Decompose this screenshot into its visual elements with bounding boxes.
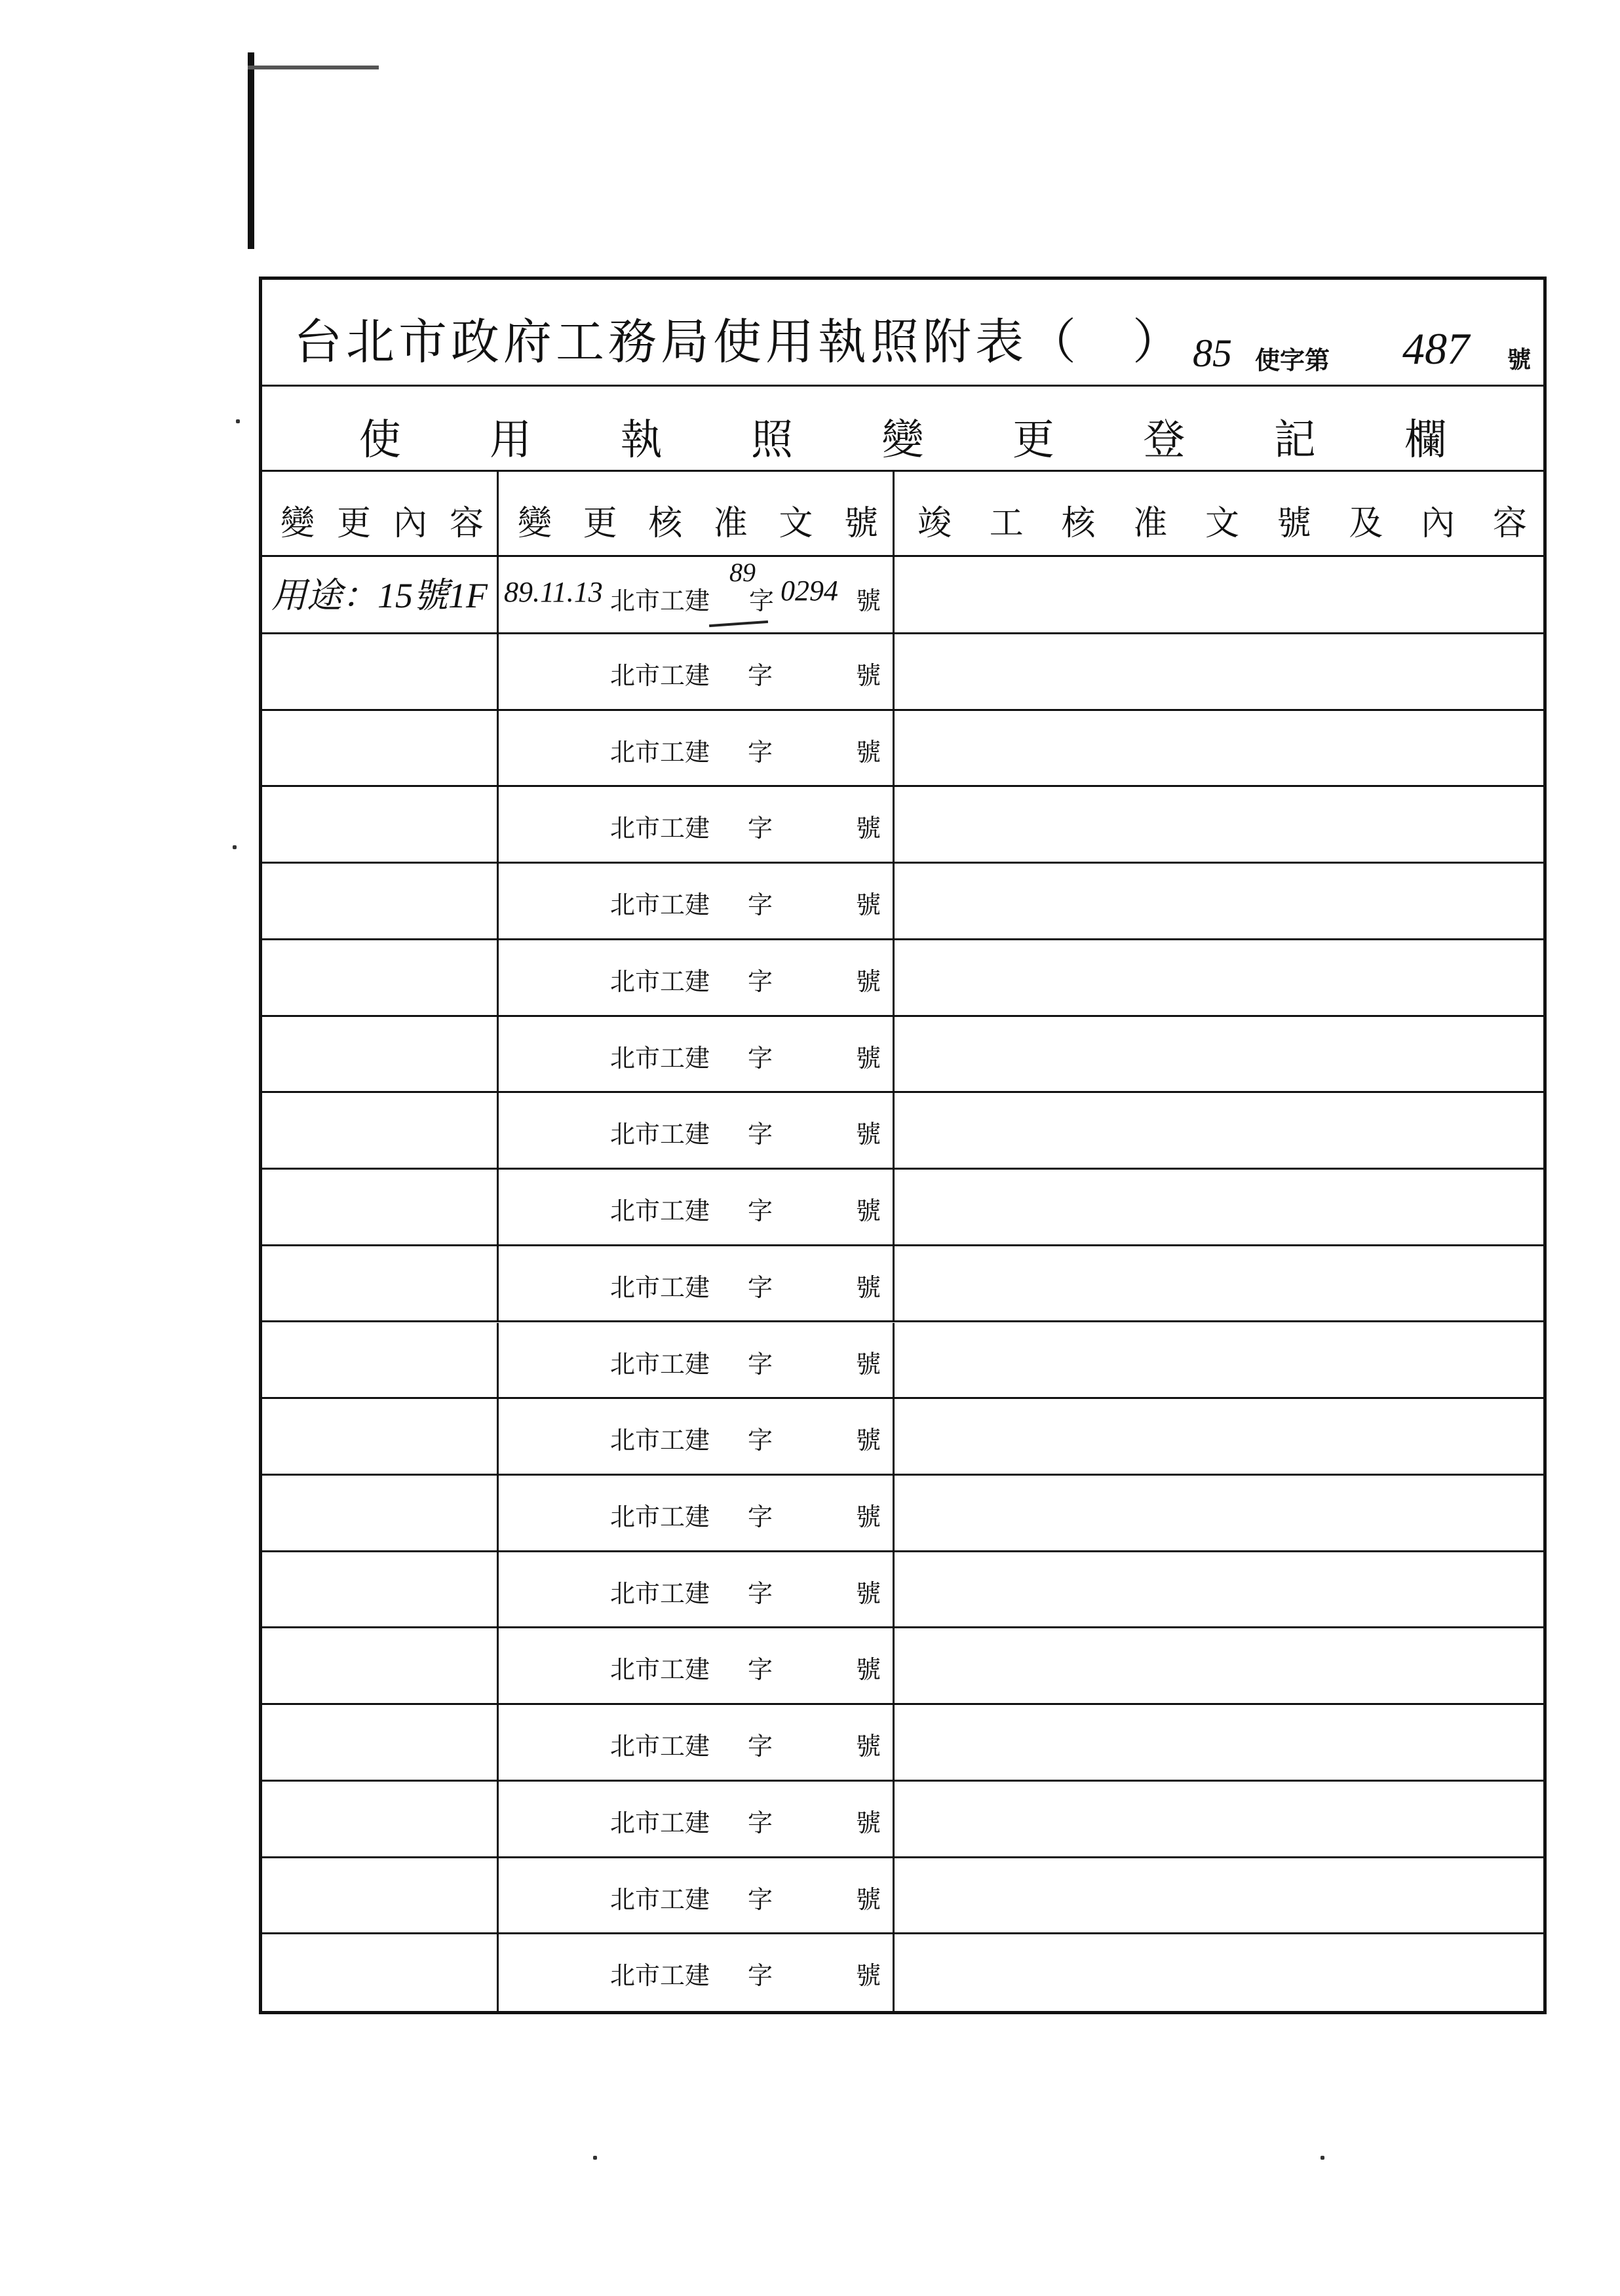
doc-prefix: 北市工建 <box>610 1349 710 1379</box>
header-char: 文 <box>779 504 813 543</box>
completion-cell <box>895 864 1543 938</box>
completion-cell <box>895 787 1543 862</box>
doc-hao: 號 <box>856 661 881 690</box>
header-char: 准 <box>1133 504 1168 543</box>
header-char: 變 <box>280 504 315 543</box>
doc-prefix: 北市工建 <box>610 1426 710 1455</box>
column-divider <box>893 472 895 555</box>
header-char: 更 <box>336 504 371 543</box>
change-content-cell <box>262 1552 497 1627</box>
doc-hao: 號 <box>856 890 881 920</box>
scan-speck <box>593 2156 597 2160</box>
completion-cell <box>895 940 1543 1015</box>
completion-cell <box>895 1323 1543 1398</box>
doc-prefix: 北市工建 <box>610 1578 710 1608</box>
band-char: 用 <box>490 416 532 465</box>
doc-zi: 字 <box>748 1885 773 1914</box>
band-char: 照 <box>751 416 794 465</box>
binder-top-mark <box>248 66 379 69</box>
change-content-cell <box>262 1323 497 1398</box>
approval-doc-cell <box>499 787 893 862</box>
doc-prefix: 北市工建 <box>610 1120 710 1149</box>
doc-hao: 號 <box>856 1578 881 1608</box>
change-content-cell <box>262 1858 497 1933</box>
doc-hao: 號 <box>856 966 881 996</box>
scan-speck <box>236 419 240 423</box>
doc-zi: 字 <box>748 1043 773 1073</box>
handwritten-doc-year: 89 <box>729 558 756 587</box>
table-row <box>262 1934 1543 2011</box>
approval-doc-cell <box>499 1246 893 1321</box>
change-content-cell <box>262 1017 497 1092</box>
approval-doc-cell <box>499 1705 893 1780</box>
table-row <box>262 634 1543 711</box>
scan-speck <box>233 845 237 849</box>
completion-cell <box>895 1782 1543 1856</box>
permit-number: 487 <box>1402 324 1469 373</box>
approval-doc-cell <box>499 1170 893 1244</box>
approval-doc-cell <box>499 1476 893 1550</box>
change-content-cell <box>262 1934 497 2011</box>
binder-mark <box>248 52 254 249</box>
completion-cell <box>895 557 1543 632</box>
band-char: 使 <box>358 416 401 465</box>
approval-doc-cell <box>499 1934 893 2011</box>
header-change-content <box>280 495 484 545</box>
doc-prefix: 北市工建 <box>610 966 710 996</box>
header-char: 號 <box>1277 504 1311 543</box>
table-row <box>262 1399 1543 1476</box>
signature-stamp-mark <box>708 601 768 627</box>
completion-cell <box>895 1093 1543 1168</box>
doc-hao: 號 <box>856 1043 881 1073</box>
doc-hao: 號 <box>856 1426 881 1455</box>
band-char: 記 <box>1273 416 1316 465</box>
approval-doc-cell <box>499 1399 893 1474</box>
doc-hao: 號 <box>856 1272 881 1302</box>
approval-doc-cell <box>499 1552 893 1627</box>
doc-prefix: 北市工建 <box>610 737 710 767</box>
band-char: 更 <box>1012 416 1054 465</box>
section-band-title <box>262 406 1543 467</box>
table-row <box>262 1628 1543 1705</box>
doc-zi: 字 <box>748 1502 773 1531</box>
doc-prefix: 北市工建 <box>610 890 710 920</box>
doc-hao: 號 <box>856 1732 881 1761</box>
header-char: 變 <box>518 504 552 543</box>
doc-hao: 號 <box>856 1655 881 1685</box>
doc-hao: 號 <box>856 1885 881 1914</box>
completion-cell <box>895 1628 1543 1703</box>
approval-doc-cell <box>499 557 893 632</box>
approval-doc-cell <box>499 1858 893 1933</box>
doc-zi: 字 <box>748 1120 773 1149</box>
scan-speck <box>1321 2156 1324 2160</box>
completion-cell <box>895 1934 1543 2011</box>
table-row <box>262 711 1543 788</box>
permit-label: 使字第 <box>1255 345 1330 375</box>
doc-hao: 號 <box>856 586 881 615</box>
change-content-cell <box>262 1705 497 1780</box>
doc-zi: 字 <box>748 1655 773 1685</box>
doc-prefix: 北市工建 <box>610 661 710 690</box>
approval-doc-cell <box>499 940 893 1015</box>
form-title-row <box>262 280 1543 387</box>
table-row <box>262 1552 1543 1629</box>
doc-hao: 號 <box>856 1808 881 1837</box>
doc-hao: 號 <box>856 1349 881 1379</box>
doc-hao: 號 <box>856 814 881 843</box>
header-char: 內 <box>1421 504 1456 543</box>
header-char: 更 <box>583 504 617 543</box>
header-char: 准 <box>713 504 748 543</box>
change-content-cell <box>262 1628 497 1703</box>
change-content-cell <box>262 1246 497 1321</box>
table-row <box>262 557 1543 634</box>
header-char: 文 <box>1205 504 1239 543</box>
table-row <box>262 864 1543 940</box>
doc-prefix: 北市工建 <box>610 1655 710 1685</box>
doc-prefix: 北市工建 <box>610 1043 710 1073</box>
handwritten-date: 89.11.13 <box>504 576 603 608</box>
doc-zi: 字 <box>748 661 773 690</box>
doc-zi: 字 <box>748 1426 773 1455</box>
approval-doc-cell <box>499 1093 893 1168</box>
header-char: 容 <box>449 504 484 543</box>
change-content-cell <box>262 940 497 1015</box>
change-content-cell <box>262 1093 497 1168</box>
approval-doc-cell <box>499 1628 893 1703</box>
table-row <box>262 1246 1543 1323</box>
header-char: 內 <box>393 504 427 543</box>
header-char: 容 <box>1492 504 1527 543</box>
band-char: 變 <box>881 416 924 465</box>
form-title: 台北市政府工務局使用執照附表（ ） <box>294 314 1185 370</box>
table-row <box>262 1170 1543 1246</box>
approval-doc-cell <box>499 634 893 709</box>
completion-cell <box>895 1017 1543 1092</box>
table-row <box>262 787 1543 864</box>
doc-hao: 號 <box>856 737 881 767</box>
completion-cell <box>895 1399 1543 1474</box>
change-content-cell <box>262 711 497 786</box>
doc-hao: 號 <box>856 1961 881 1991</box>
change-content-cell <box>262 557 497 632</box>
completion-cell <box>895 711 1543 786</box>
header-char: 及 <box>1349 504 1383 543</box>
doc-zi: 字 <box>748 1272 773 1302</box>
doc-zi: 字 <box>748 1808 773 1837</box>
doc-prefix: 北市工建 <box>610 1502 710 1531</box>
change-content-cell <box>262 1782 497 1856</box>
change-content-cell <box>262 634 497 709</box>
header-char: 核 <box>1061 504 1096 543</box>
approval-doc-cell <box>499 711 893 786</box>
band-char: 欄 <box>1404 416 1447 465</box>
doc-zi: 字 <box>748 1196 773 1226</box>
doc-zi: 字 <box>748 1961 773 1991</box>
doc-hao: 號 <box>856 1196 881 1226</box>
approval-doc-cell <box>499 1017 893 1092</box>
table-row <box>262 1323 1543 1400</box>
header-char: 核 <box>648 504 683 543</box>
approval-doc-cell <box>499 1782 893 1856</box>
approval-doc-cell <box>499 864 893 938</box>
change-content-cell <box>262 1399 497 1474</box>
section-band-row <box>262 387 1543 472</box>
completion-cell <box>895 1552 1543 1627</box>
handwritten-doc-number: 0294 <box>781 575 838 607</box>
doc-prefix: 北市工建 <box>610 814 710 843</box>
header-approval-doc <box>518 495 878 545</box>
completion-cell <box>895 1246 1543 1321</box>
doc-zi: 字 <box>748 814 773 843</box>
doc-zi: 字 <box>748 966 773 996</box>
completion-cell <box>895 634 1543 709</box>
table-row <box>262 1476 1543 1552</box>
permit-year: 85 <box>1193 332 1232 375</box>
doc-prefix: 北市工建 <box>610 1808 710 1837</box>
doc-hao: 號 <box>856 1502 881 1531</box>
table-row <box>262 1705 1543 1782</box>
completion-cell <box>895 1476 1543 1550</box>
change-content-cell <box>262 1476 497 1550</box>
header-completion <box>917 495 1527 545</box>
approval-doc-cell <box>499 1323 893 1398</box>
column-header-row <box>262 472 1543 557</box>
doc-zi: 字 <box>749 586 775 615</box>
column-divider <box>497 472 499 555</box>
completion-cell <box>895 1858 1543 1933</box>
usage-permit-appendix-form <box>259 277 1547 2014</box>
doc-zi: 字 <box>748 1349 773 1379</box>
completion-cell <box>895 1170 1543 1244</box>
change-content-cell <box>262 787 497 862</box>
doc-zi: 字 <box>748 737 773 767</box>
doc-zi: 字 <box>748 890 773 920</box>
band-char: 執 <box>620 416 663 465</box>
header-char: 竣 <box>917 504 952 543</box>
doc-prefix: 北市工建 <box>610 1885 710 1914</box>
change-content-cell <box>262 864 497 938</box>
doc-zi: 字 <box>748 1732 773 1761</box>
table-row <box>262 1017 1543 1094</box>
header-char: 工 <box>989 504 1024 543</box>
doc-zi: 字 <box>748 1578 773 1608</box>
change-content-cell <box>262 1170 497 1244</box>
doc-prefix: 北市工建 <box>610 1961 710 1991</box>
doc-prefix: 北市工建 <box>610 1272 710 1302</box>
doc-prefix: 北市工建 <box>610 586 710 615</box>
handwritten-change-content: 用途：15號1F <box>271 576 488 615</box>
table-row <box>262 1782 1543 1858</box>
table-row <box>262 940 1543 1017</box>
doc-prefix: 北市工建 <box>610 1196 710 1226</box>
doc-hao: 號 <box>856 1120 881 1149</box>
doc-prefix: 北市工建 <box>610 1732 710 1761</box>
table-row <box>262 1858 1543 1935</box>
band-char: 登 <box>1143 416 1186 465</box>
header-char: 號 <box>843 504 878 543</box>
permit-suffix: 號 <box>1507 346 1532 373</box>
table-row <box>262 1093 1543 1170</box>
completion-cell <box>895 1705 1543 1780</box>
